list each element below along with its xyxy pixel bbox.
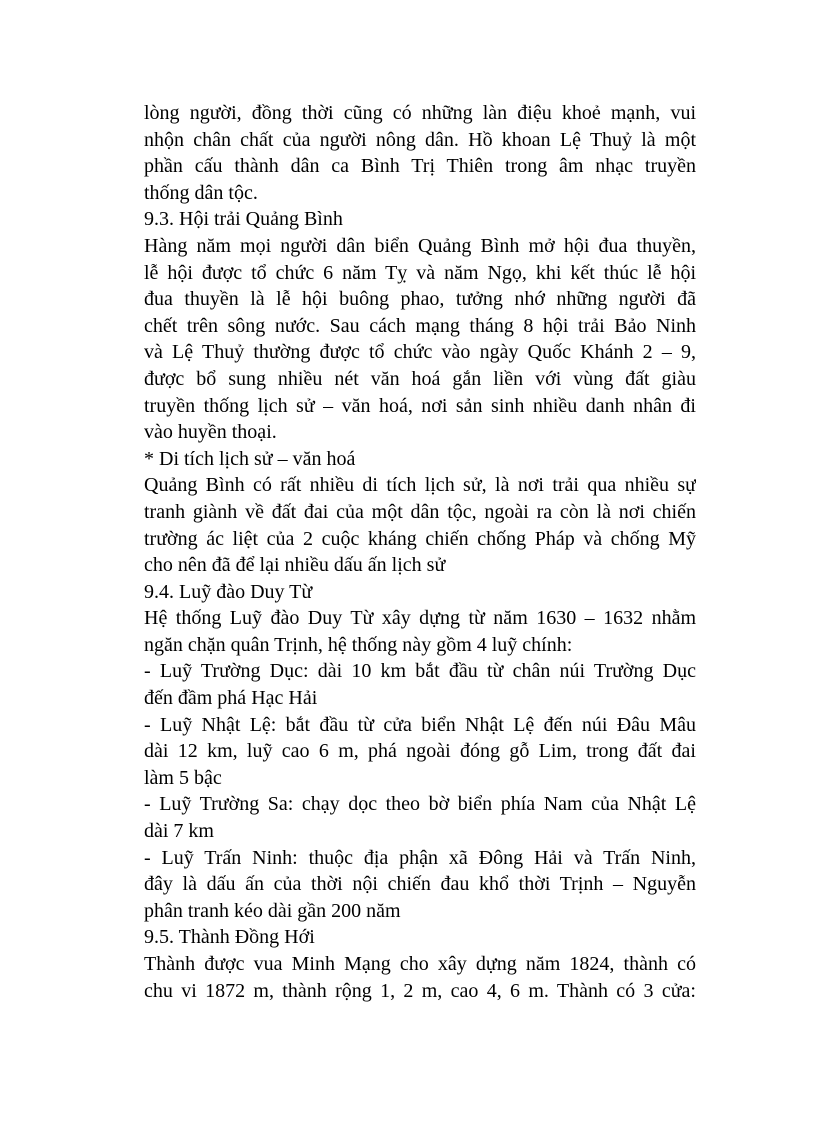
text-line: ngăn chặn quân Trịnh, hệ thống này gồm 4 luỹ chính: [144,633,573,656]
text-line: phần cấu thành dân ca Bình Trị Thiên trong âm nhạc truyền [144,155,696,178]
text-line: - Luỹ Trường Sa: chạy dọc theo bờ biển phía Nam của Nhật Lệ [144,793,696,816]
text-line: thống dân tộc. [144,181,258,204]
text-line: chết trên sông nước. Sau cách mạng tháng 8 hội trải Bảo Ninh [144,314,696,337]
text-line: Quảng Bình có rất nhiều di tích lịch sử, là nơi trải qua nhiều sự [144,474,696,497]
text-line: - Luỹ Trường Dục: dài 10 km bắt đầu từ chân núi Trường Dục [144,660,696,683]
text-line: chu vi 1872 m, thành rộng 1, 2 m, cao 4, 6 m. Thành có 3 cửa: [144,979,696,1002]
text-line: Hệ thống Luỹ đào Duy Từ xây dựng từ năm 1630 – 1632 nhằm [144,607,696,630]
text-line: đua thuyền là lễ hội buông phao, tưởng nhớ những người đã [144,288,696,311]
text-line: 9.3. Hội trải Quảng Bình [144,208,343,231]
text-line: * Di tích lịch sử – văn hoá [144,447,356,470]
text-line: trường ác liệt của 2 cuộc kháng chiến chống Pháp và chống Mỹ [144,527,696,550]
text-line: lễ hội được tổ chức 6 năm Tỵ và năm Ngọ, khi kết thúc lễ hội [144,261,696,284]
text-line: dài 12 km, luỹ cao 6 m, phá ngoài đóng gỗ Lim, trong đất đai [144,740,696,763]
text-line: lòng người, đồng thời cũng có những làn điệu khoẻ mạnh, vui [144,102,696,124]
text-line: truyền thống lịch sử – văn hoá, nơi sản sinh nhiều danh nhân đi [144,394,696,417]
text-line: vào huyền thoại. [144,421,277,444]
text-line: phân tranh kéo dài gần 200 năm [144,899,401,922]
text-line: cho nên đã để lại nhiều dấu ấn lịch sử [144,554,446,577]
text-line: làm 5 bậc [144,766,222,789]
text-line: được bổ sung nhiều nét văn hoá gắn liền với vùng đất giàu [144,367,696,390]
text-line: 9.4. Luỹ đào Duy Từ [144,580,313,603]
text-line: nhộn chân chất của người nông dân. Hồ khoan Lệ Thuỷ là một [144,128,696,151]
text-line: - Luỹ Nhật Lệ: bắt đầu từ cửa biển Nhật Lệ đến núi Đâu Mâu [144,713,696,736]
text-line: - Luỹ Trấn Ninh: thuộc địa phận xã Đông Hải và Trấn Ninh, [144,846,696,869]
text-line: dài 7 km [144,820,214,843]
text-line: Thành được vua Minh Mạng cho xây dựng năm 1824, thành có [144,953,696,975]
text-line: đây là dấu ấn của thời nội chiến đau khổ thời Trịnh – Nguyễn [144,873,696,896]
text-line: Hàng năm mọi người dân biển Quảng Bình mở hội đua thuyền, [144,234,696,257]
text-line: và Lệ Thuỷ thường được tổ chức vào ngày Quốc Khánh 2 – 9, [144,341,696,364]
text-line: đến đầm phá Hạc Hải [144,687,318,710]
text-line: tranh giành về đất đai của một dân tộc, ngoài ra còn là nơi chiến [144,500,696,523]
document-body [144,100,696,1004]
text-line: 9.5. Thành Đồng Hới [144,926,315,949]
